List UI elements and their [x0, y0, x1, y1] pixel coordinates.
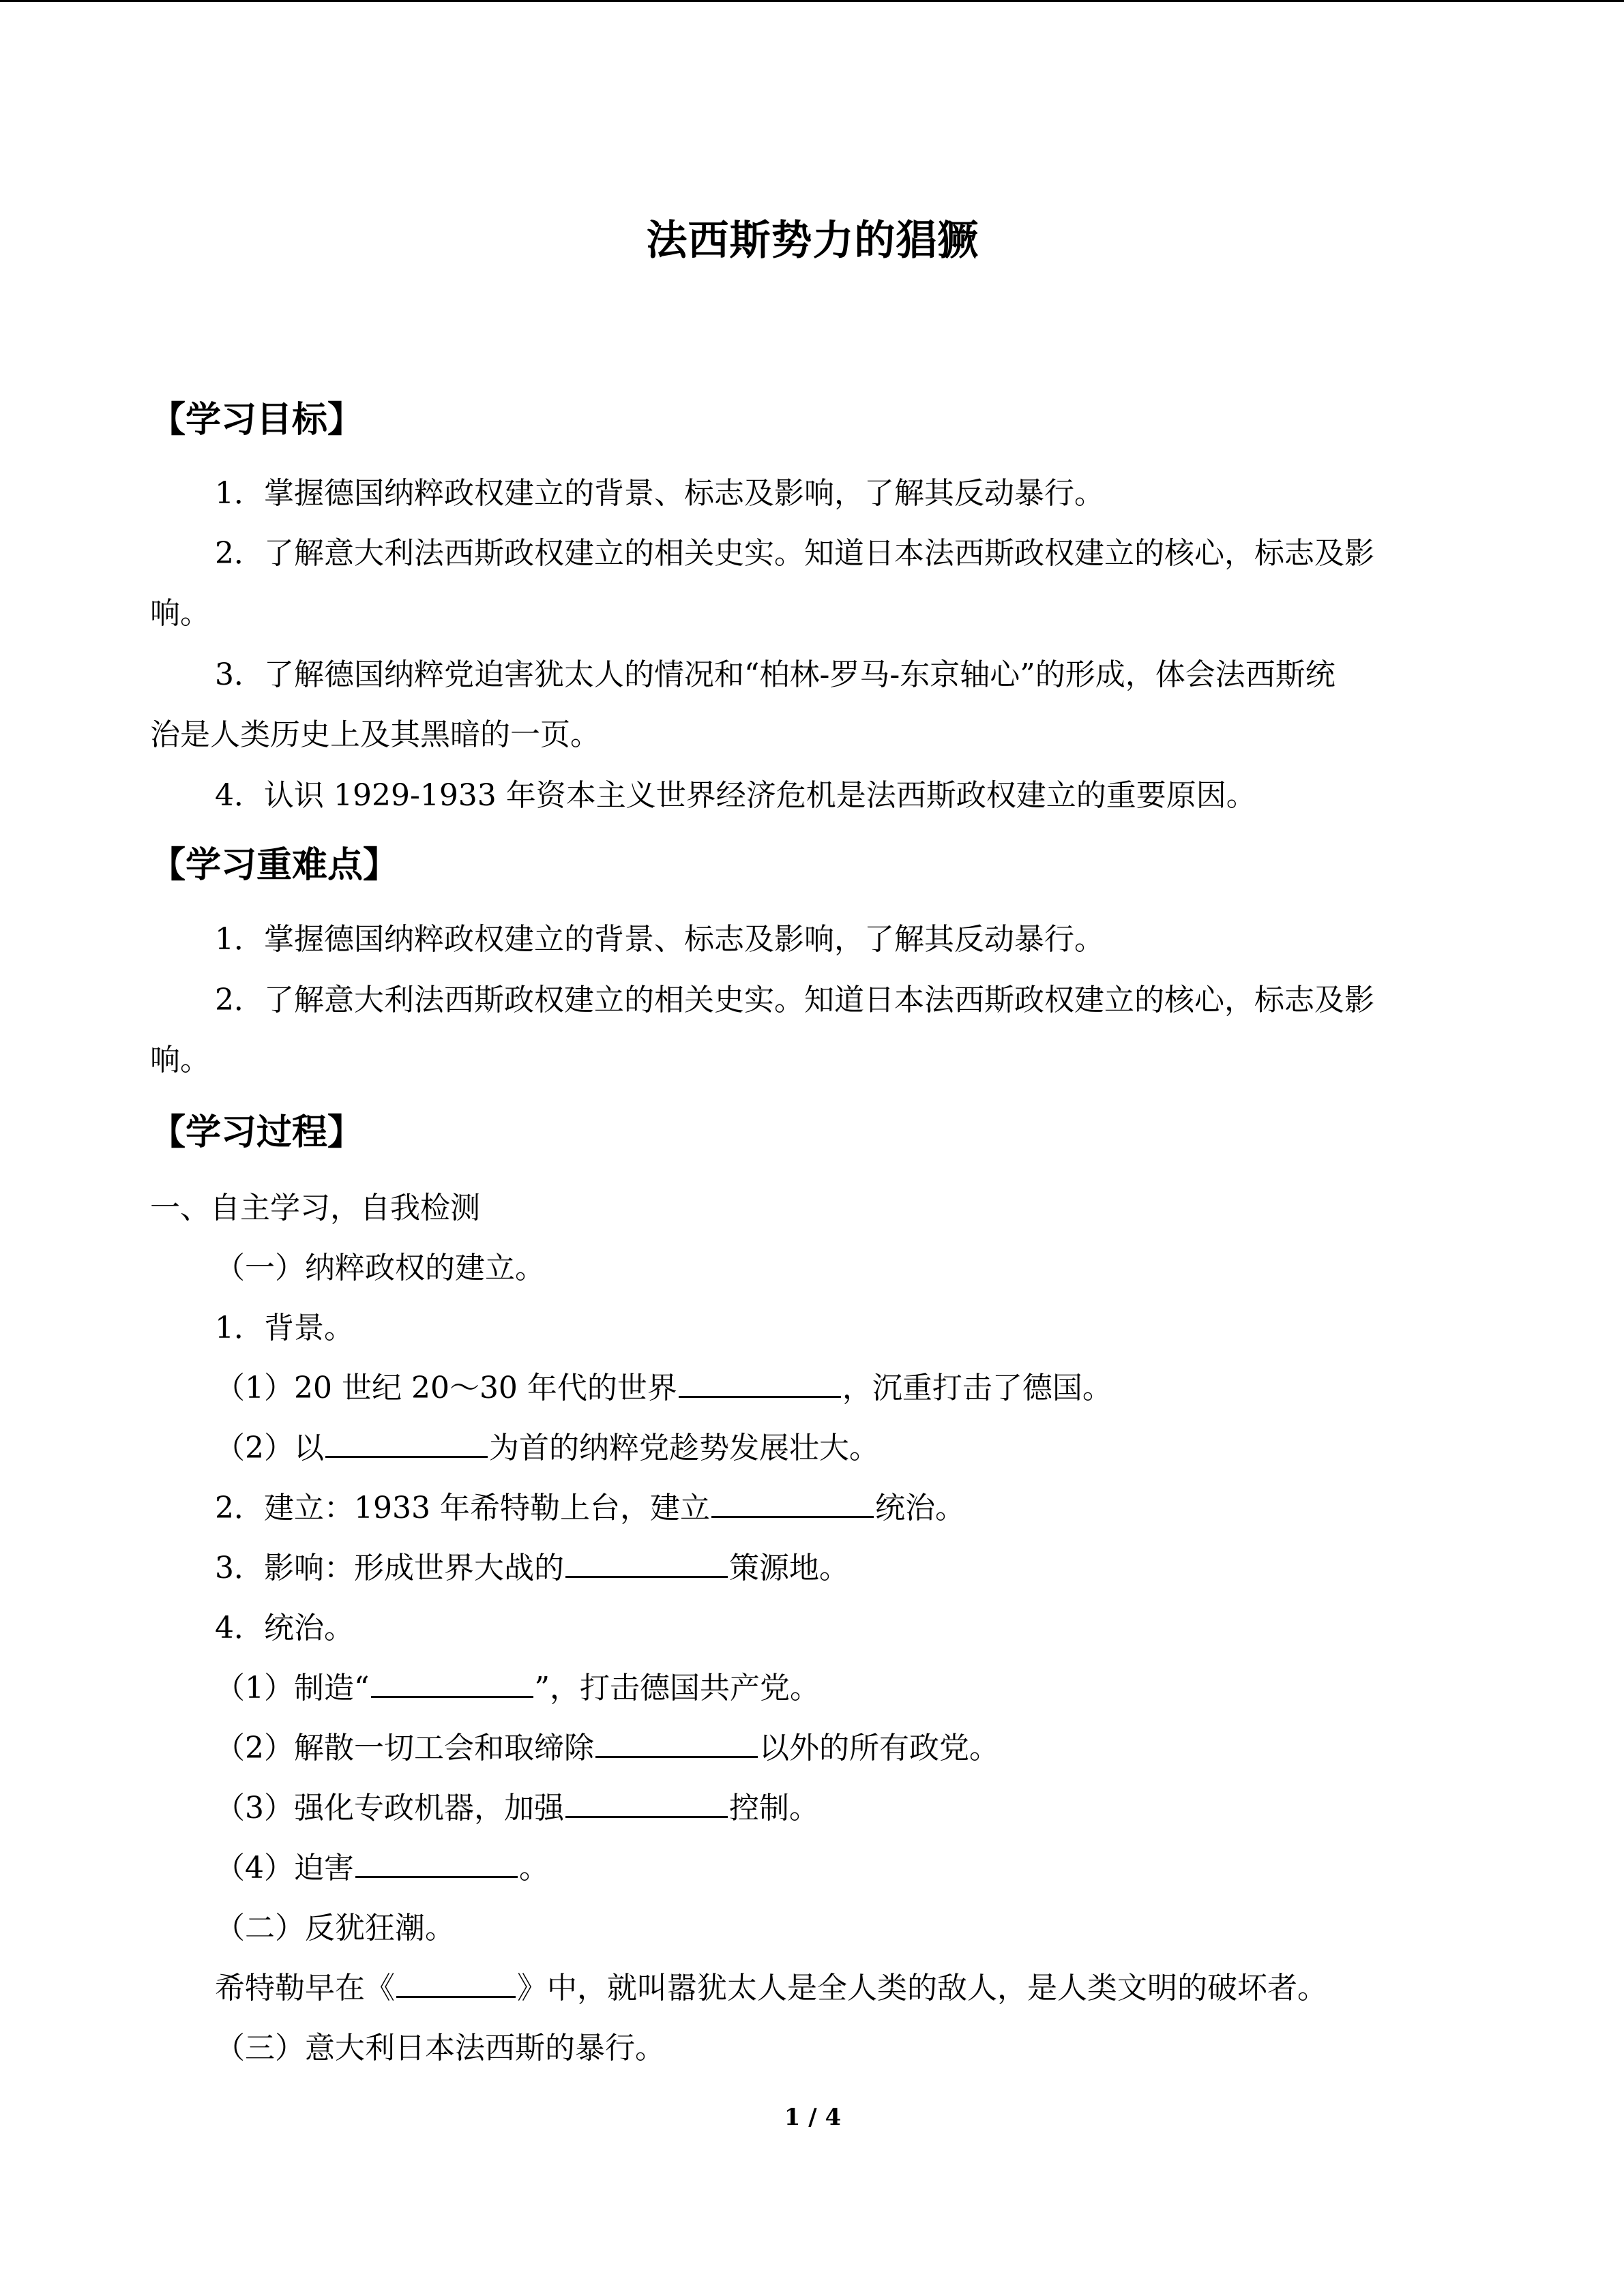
- objective-2-cont: 响。: [150, 596, 210, 631]
- objective-3: 3．了解德国纳粹党迫害犹太人的情况和“柏林-罗马-东京轴心”的形成，体会法西斯统: [215, 657, 1335, 692]
- imp-text-b: 策源地。: [729, 1551, 849, 1585]
- keypoint-2: 2．了解意大利法西斯政权建立的相关史实。知道日本法西斯政权建立的核心，标志及影: [215, 983, 1374, 1017]
- r4-text-b: 。: [519, 1851, 549, 1885]
- objective-1: 1．掌握德国纳粹政权建立的背景、标志及影响，了解其反动暴行。: [215, 476, 1104, 511]
- establishment-item: [215, 1488, 965, 1529]
- fill-blank[interactable]: [565, 1549, 728, 1578]
- rule-item-2: [215, 1728, 999, 1769]
- anti-jewish-item: [215, 1968, 1327, 2009]
- est-text-a: 2．建立：1933 年希特勒上台，建立: [215, 1491, 710, 1525]
- anti-text-b: 》中，就叫嚣犹太人是全人类的敌人，是人类文明的破坏者。: [517, 1971, 1327, 2006]
- objective-3-cont: 治是人类历史上及其黑暗的一页。: [150, 717, 600, 752]
- anti-text-a: 希特勒早在《: [215, 1971, 395, 2006]
- fill-blank[interactable]: [325, 1429, 488, 1458]
- objective-4: 4．认识 1929-1933 年资本主义世界经济危机是法西斯政权建立的重要原因。: [215, 778, 1256, 813]
- r1-text-a: （1）制造“: [215, 1671, 370, 1705]
- r3-text-a: （3）强化专政机器，加强: [215, 1791, 564, 1825]
- top-border: [0, 0, 1624, 2]
- background-item-2: [215, 1428, 879, 1469]
- bg1-text-b: ，沉重打击了德国。: [842, 1371, 1112, 1405]
- part-1-title: 一、自主学习，自我检测: [150, 1191, 480, 1225]
- bg2-text-a: （2）以: [215, 1431, 324, 1465]
- fill-blank[interactable]: [565, 1789, 728, 1818]
- keypoint-1: 1．掌握德国纳粹政权建立的背景、标志及影响，了解其反动暴行。: [215, 922, 1104, 957]
- r1-text-b: ”，打击德国共产党。: [534, 1671, 820, 1705]
- r4-text-a: （4）迫害: [215, 1851, 354, 1885]
- fill-blank[interactable]: [396, 1969, 516, 1998]
- heading-keypoints: 【学习重难点】: [150, 844, 399, 886]
- rule-item-1: [215, 1668, 820, 1709]
- imp-text-a: 3．影响：形成世界大战的: [215, 1551, 564, 1585]
- fill-blank[interactable]: [711, 1489, 874, 1518]
- keypoint-2-cont: 响。: [150, 1043, 210, 1077]
- page-number: 1 / 4: [784, 2104, 842, 2131]
- heading-objectives: 【学习目标】: [150, 399, 364, 441]
- fill-blank[interactable]: [355, 1849, 518, 1878]
- fill-blank[interactable]: [679, 1369, 841, 1398]
- est-text-b: 统治。: [874, 1491, 965, 1525]
- subsection-anti-jewish: （二）反犹狂潮。: [215, 1911, 455, 1945]
- impact-item: [215, 1548, 849, 1589]
- fill-blank[interactable]: [371, 1669, 533, 1698]
- r3-text-b: 控制。: [729, 1791, 819, 1825]
- subsection-nazi: （一）纳粹政权的建立。: [215, 1251, 545, 1285]
- r2-text-b: 以外的所有政党。: [759, 1731, 999, 1765]
- heading-process: 【学习过程】: [150, 1112, 364, 1153]
- page-title: 法西斯势力的猖獗: [646, 217, 979, 265]
- rule-item-3: [215, 1788, 819, 1829]
- fill-blank[interactable]: [595, 1729, 758, 1758]
- subsection-italy-japan: （三）意大利日本法西斯的暴行。: [215, 2031, 665, 2066]
- rule-item-4: [215, 1848, 549, 1889]
- background-label: 1．背景。: [215, 1311, 354, 1345]
- r2-text-a: （2）解散一切工会和取缔除: [215, 1731, 594, 1765]
- bg2-text-b: 为首的纳粹党趁势发展壮大。: [489, 1431, 879, 1465]
- objective-2: 2．了解意大利法西斯政权建立的相关史实。知道日本法西斯政权建立的核心，标志及影: [215, 536, 1374, 571]
- bg1-text-a: （1）20 世纪 20～30 年代的世界: [215, 1371, 677, 1405]
- rule-label: 4．统治。: [215, 1611, 354, 1645]
- background-item-1: [215, 1368, 1112, 1409]
